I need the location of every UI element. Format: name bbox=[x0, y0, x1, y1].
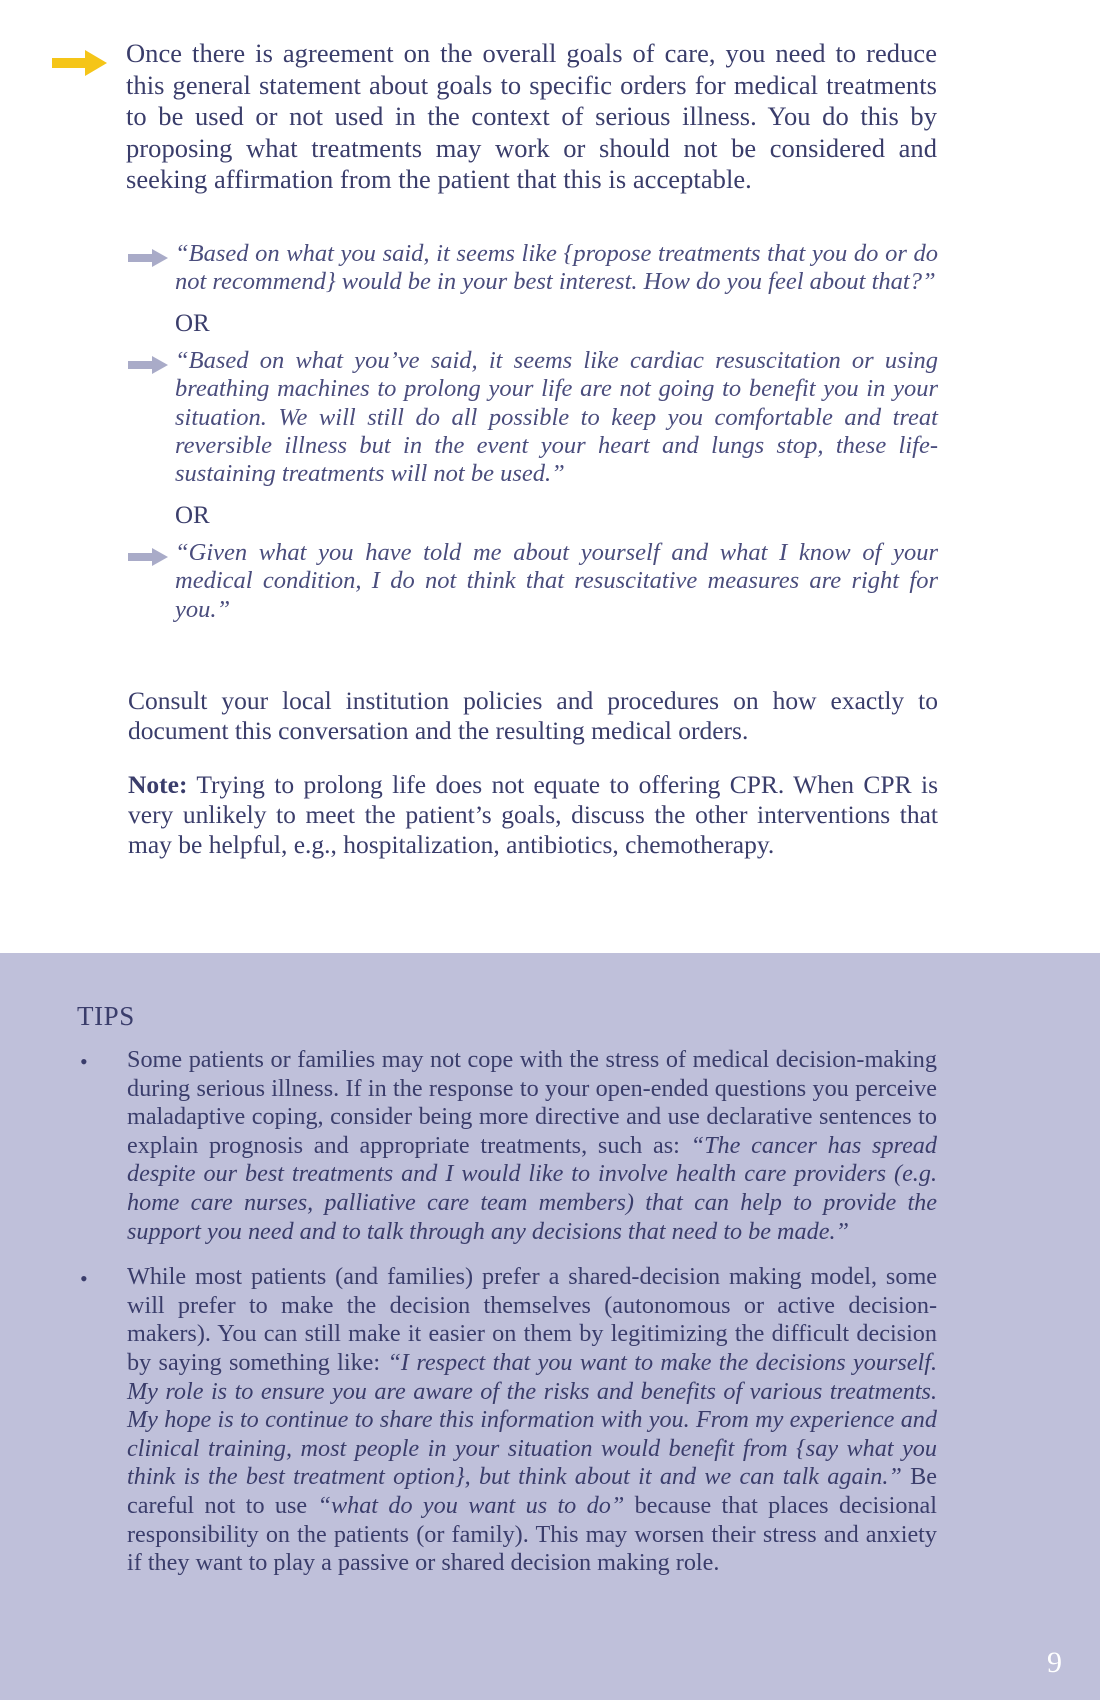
list-item bbox=[77, 1263, 937, 1578]
quote-text: “Based on what you’ve said, it seems like cardiac resuscitation or using breathing machines to prolong your life are not going to benefit you in your situation. We will still do all possible to keep you comfortable and treat reversible illness but in the event your heart and lungs stop, these life-sustaining treatments will not be used.” bbox=[175, 346, 938, 488]
gray-right-arrow-icon bbox=[128, 356, 168, 374]
consult-paragraph: Consult your local institution policies and procedures on how exactly to document this conversation and the resulting medical orders. bbox=[128, 686, 938, 745]
tip-text: Some patients or families may not cope with the stress of medical decision-making during serious illness. If in the response to your open-ended questions you perceive maladaptive coping, consider being more directive and use declarative sentences to explain prognosis and appropriate treatments, such as: “The cancer has spread despite our best treatments and I would like to involve health care providers (e.g. home care nurses, palliative care team members) that can help to provide the support you need and to talk through any decisions that need to be made.” bbox=[127, 1046, 937, 1245]
note-paragraph bbox=[128, 770, 938, 860]
tip-text: While most patients (and families) prefer a shared-decision making model, some will prefer to make the decision themselves (autonomous or active decision-makers). You can still make it easier on them by legitimizing the difficult decision by saying something like: “I respect that you want to make the decisions yourself. My role is to ensure you are aware of the risks and benefits of various treatments. My hope is to continue to share this information with you. From my experience and clinical training, most people in your situation would benefit from {say what you think is the best treatment option}, but think about it and we can talk again.” Be careful not to use “what do you want us to do” because that places decisional responsibility on the patients (or family). This may worsen their stress and anxiety if they want to play a passive or shared decision making role. bbox=[127, 1263, 938, 1577]
intro-block bbox=[52, 38, 937, 196]
note-body: Trying to prolong life does not equate to offering CPR. When CPR is very unlikely to meet the patient’s goals, discuss the other interventions that may be helpful, e.g., hospitalization, antibiotics, chemotherapy. bbox=[128, 770, 938, 859]
or-separator: OR bbox=[175, 309, 210, 337]
gray-right-arrow-icon bbox=[128, 249, 168, 267]
tips-section bbox=[0, 953, 1100, 1700]
yellow-right-arrow-icon bbox=[52, 50, 107, 76]
note-label: Note: bbox=[128, 770, 188, 799]
tips-list bbox=[77, 1046, 937, 1595]
gray-right-arrow-icon bbox=[128, 548, 168, 566]
page-number: 9 bbox=[1047, 1646, 1062, 1679]
list-item bbox=[77, 1046, 937, 1246]
intro-paragraph: Once there is agreement on the overall goals of care, you need to reduce this general statement about goals to specific orders for medical treatments to be used or not used in the context of serious illness. You do this by proposing what treatments may work or should not be considered and seeking affirmation from the patient that this is acceptable. bbox=[126, 38, 937, 194]
quote-row bbox=[128, 539, 938, 624]
or-separator: OR bbox=[175, 501, 210, 529]
quote-row bbox=[128, 240, 938, 297]
quote-text: “Based on what you said, it seems like {propose treatments that you do or do not recommend} would be in your best interest. How do you feel about that?” bbox=[175, 240, 938, 296]
bullet-icon: • bbox=[80, 1049, 88, 1074]
quote-text: “Given what you have told me about yourself and what I know of your medical condition, I do not think that resuscitative measures are right for you.” bbox=[175, 538, 938, 623]
sample-phrases-list bbox=[128, 240, 938, 627]
quote-row bbox=[128, 347, 938, 489]
tips-heading: TIPS bbox=[77, 1001, 135, 1031]
bullet-icon: • bbox=[80, 1266, 88, 1292]
